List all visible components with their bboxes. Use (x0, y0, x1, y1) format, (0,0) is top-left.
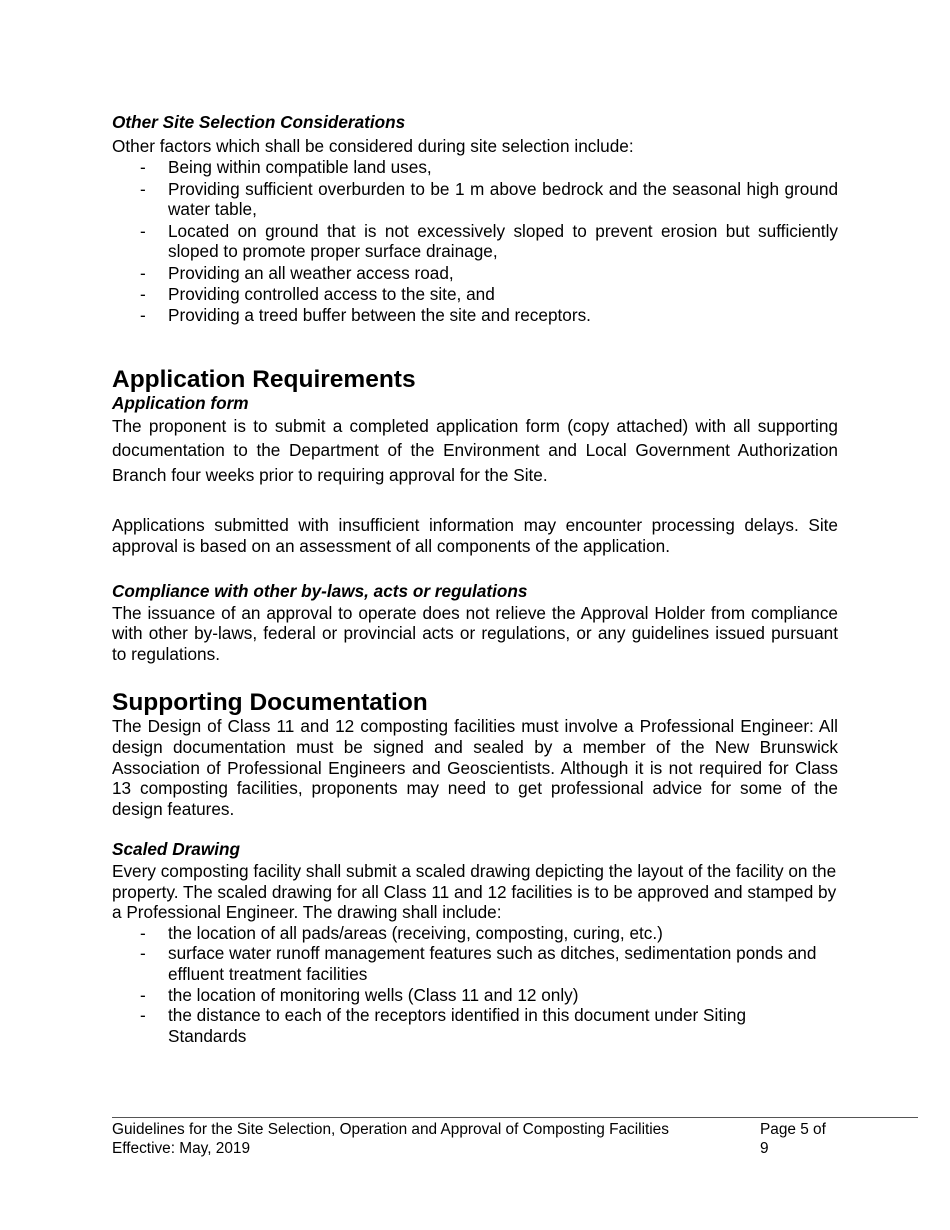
insufficient-information-text: Applications submitted with insufficient information may encounter processing delays. Site approval is based on an assessment of all components of the application. (112, 514, 838, 556)
list-item: - Located on ground that is not excessively sloped to prevent erosion but sufficiently sloped to promote proper surface drainage, (140, 220, 838, 262)
compliance-text: The issuance of an approval to operate does not relieve the Approval Holder from compliance with other by-laws, federal or provincial acts or regulations, or any guidelines issued pursuant to regulations. (112, 602, 838, 664)
list-item: - surface water runoff management features such as ditches, sedimentation ponds and effluent treatment facilities (140, 943, 817, 984)
footer-divider (112, 1117, 918, 1118)
site-selection-intro: Other factors which shall be considered during site selection include: (112, 135, 634, 156)
scaled-drawing-list (112, 923, 838, 1047)
list-item: - Being within compatible land uses, (140, 157, 432, 178)
list-item: - Providing sufficient overburden to be 1 m above bedrock and the seasonal high ground water table, (140, 178, 838, 220)
list-item: - Providing an all weather access road, (140, 262, 454, 283)
list-item: - the location of all pads/areas (receiving, composting, curing, etc.) (140, 922, 663, 943)
site-selection-heading: Other Site Selection Considerations (112, 112, 406, 132)
scaled-drawing-heading: Scaled Drawing (112, 839, 240, 860)
footer-document-title: Guidelines for the Site Selection, Operation and Approval of Composting Facilities (112, 1121, 669, 1138)
scaled-drawing-text: Every composting facility shall submit a scaled drawing depicting the layout of the facility on the property. The scaled drawing for all Class 11 and 12 facilities is to be approved and stamped by a Professional Engineer. The drawing shall include: (112, 861, 837, 923)
supporting-documentation-heading: Supporting Documentation (112, 689, 428, 717)
document-page (112, 112, 838, 1046)
compliance-heading: Compliance with other by-laws, acts or regulations (112, 581, 528, 602)
application-form-heading: Application form (112, 392, 249, 413)
footer-effective-date: Effective: May, 2019 (112, 1139, 251, 1157)
list-item: - Providing controlled access to the site, and (140, 283, 495, 304)
footer-page-number: Page 5 of 9 (760, 1121, 826, 1157)
supporting-documentation-text: The Design of Class 11 and 12 composting facilities must involve a Professional Engineer: All design documentation must be signed and sealed by a member of the New Brunswick Association of Professional Engineers and Geoscientists. Although it is not required for Class 13 composting facilities, proponents may need to get professional advice for some of the design features. (112, 716, 838, 819)
list-item: - the location of monitoring wells (Class 11 and 12 only) (140, 984, 579, 1005)
page-footer (112, 1121, 838, 1158)
application-form-text: The proponent is to submit a completed application form (copy attached) with all supporting documentation to the Department of the Environment and Local Government Authorization Branch four weeks prior to requiring approval for the Site. (112, 415, 838, 486)
list-item: - the distance to each of the receptors identified in this document under Siting Standards (140, 1005, 747, 1046)
application-requirements-heading: Application Requirements (112, 365, 416, 393)
list-item: - Providing a treed buffer between the site and receptors. (140, 305, 591, 326)
site-selection-list (112, 157, 838, 326)
